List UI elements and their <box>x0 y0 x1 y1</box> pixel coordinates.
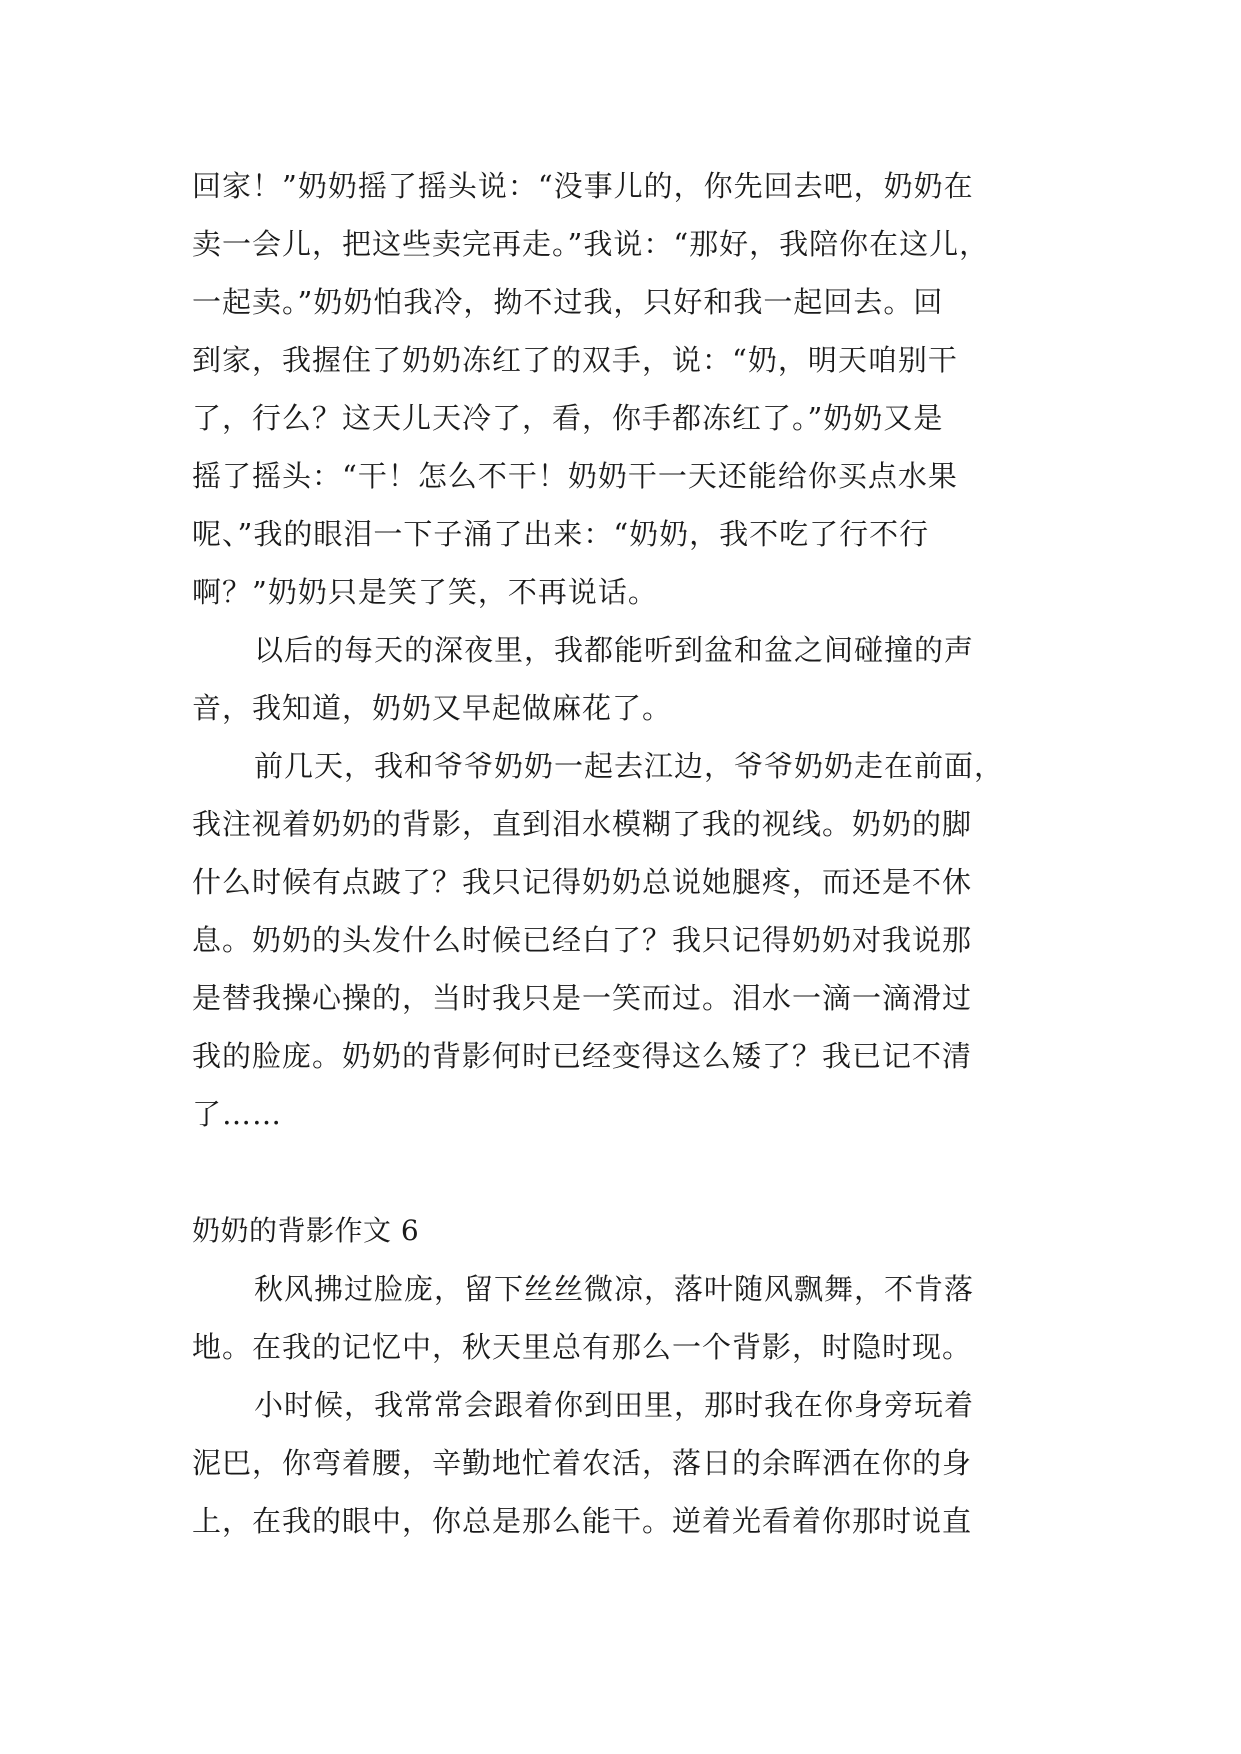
text-line: 呢、”我的眼泪一下子涌了出来：“奶奶，我不吃了行不行 <box>192 517 930 551</box>
text-line: 到家，我握住了奶奶冻红了的双手，说：“奶，明天咱别干 <box>192 343 958 377</box>
paragraph-first-line: 前几天，我和爷爷奶奶一起去江边，爷爷奶奶走在前面， <box>254 749 1005 783</box>
text-line: 回家！”奶奶摇了摇头说：“没事儿的，你先回去吧，奶奶在 <box>192 169 974 203</box>
text-line: 了…… <box>192 1097 283 1131</box>
text-line: 我的脸庞。奶奶的背影何时已经变得这么矮了？我已记不清 <box>192 1039 973 1073</box>
text-line: 我注视着奶奶的背影，直到泪水模糊了我的视线。奶奶的脚 <box>192 807 973 841</box>
text-line: 上，在我的眼中，你总是那么能干。逆着光看着你那时说直 <box>192 1504 973 1538</box>
text-line: 啊？”奶奶只是笑了笑，不再说话。 <box>192 575 658 609</box>
text-line: 地。在我的记忆中，秋天里总有那么一个背影，时隐时现。 <box>192 1330 973 1364</box>
paragraph-first-line: 小时候，我常常会跟着你到田里，那时我在你身旁玩着 <box>254 1388 975 1422</box>
text-line: 什么时候有点跛了？我只记得奶奶总说她腿疼，而还是不休 <box>192 865 973 899</box>
text-line: 是替我操心操的，当时我只是一笑而过。泪水一滴一滴滑过 <box>192 981 973 1015</box>
paragraph-first-line: 以后的每天的深夜里，我都能听到盆和盆之间碰撞的声 <box>254 633 975 667</box>
text-line: 息。奶奶的头发什么时候已经白了？我只记得奶奶对我说那 <box>192 923 973 957</box>
text-line: 音，我知道，奶奶又早起做麻花了。 <box>192 691 673 725</box>
text-line: 一起卖。”奶奶怕我冷，拗不过我，只好和我一起回去。回 <box>192 285 944 319</box>
paragraph-first-line: 秋风拂过脸庞，留下丝丝微凉，落叶随风飘舞，不肯落 <box>254 1272 975 1306</box>
text-line: 摇了摇头：“干！怎么不干！奶奶干一天还能给你买点水果 <box>192 459 958 493</box>
text-line: 了，行么？这天儿天冷了，看，你手都冻红了。”奶奶又是 <box>192 401 944 435</box>
text-line: 泥巴，你弯着腰，辛勤地忙着农活，落日的余晖洒在你的身 <box>192 1446 973 1480</box>
section-title: 奶奶的背影作文 6 <box>192 1214 420 1247</box>
text-line: 卖一会儿，把这些卖完再走。”我说：“那好，我陪你在这儿， <box>192 227 990 261</box>
